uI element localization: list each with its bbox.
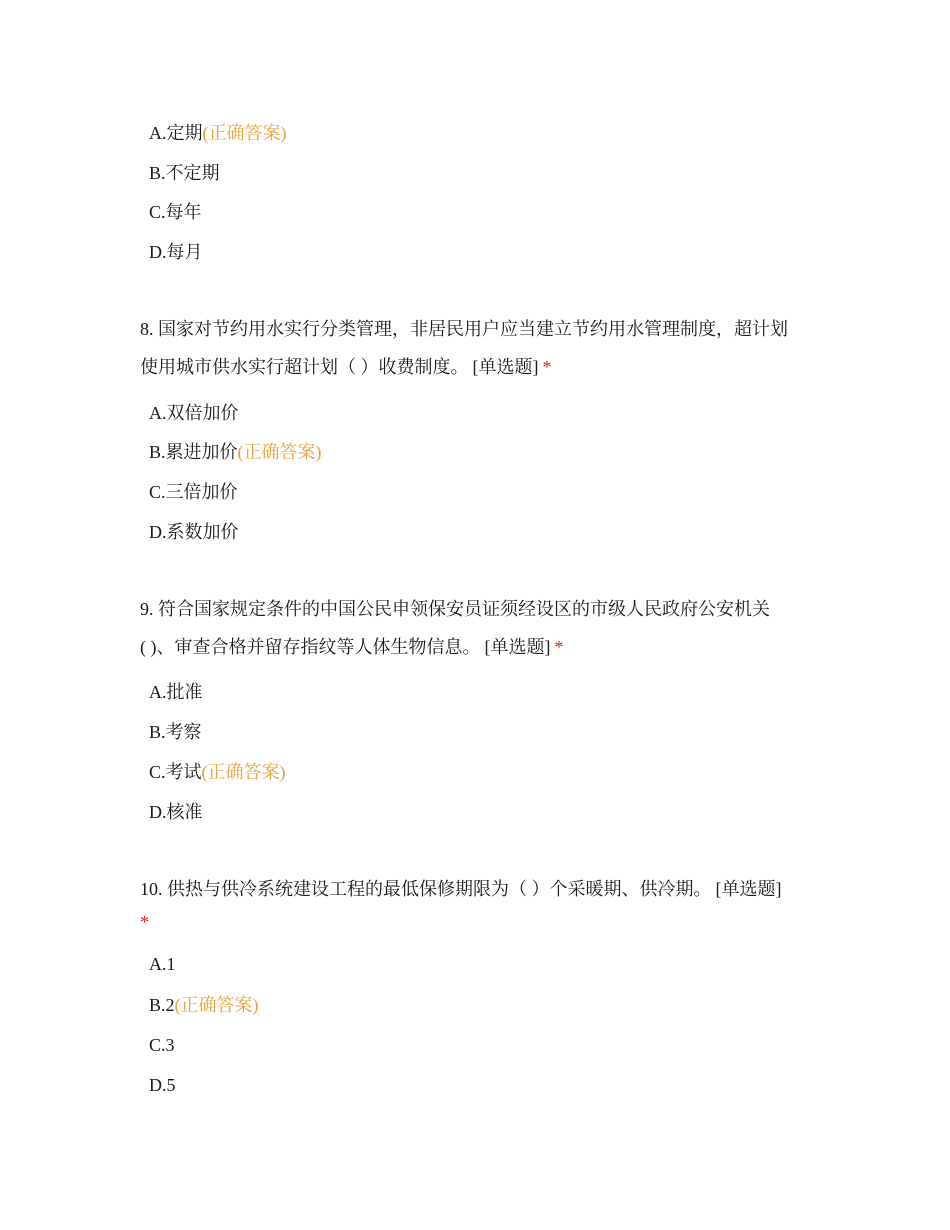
q7-option-b[interactable] — [149, 161, 220, 185]
q9-correct-answer-marker: (正确答案) — [201, 762, 286, 782]
q8-option-b-label: B.累进加价 — [149, 442, 238, 462]
q8-option-a-label: A.双倍加价 — [149, 403, 239, 423]
q9-question-type-tag: [单选题] — [484, 637, 551, 657]
q8-title-line-2 — [140, 355, 552, 379]
q9-option-c-label: C.考试 — [149, 762, 202, 782]
q8-option-c-label: C.三倍加价 — [149, 482, 238, 502]
q9-title-text-2: ( )、审查合格并留存指纹等人体生物信息。 — [140, 637, 481, 657]
q7-correct-answer-marker: (正确答案) — [202, 123, 287, 143]
q7-option-d[interactable] — [149, 240, 203, 264]
q7-option-c[interactable] — [149, 200, 202, 224]
q8-option-a[interactable] — [149, 401, 239, 425]
q10-option-b-label: B.2 — [149, 995, 175, 1015]
q7-option-c-label: C.每年 — [149, 202, 202, 222]
q10-option-a[interactable] — [149, 952, 176, 976]
q7-option-b-label: B.不定期 — [149, 163, 220, 183]
q9-option-a-label: A.批准 — [149, 682, 203, 702]
q8-option-d[interactable] — [149, 520, 239, 544]
q10-required-mark: * — [140, 912, 149, 932]
q10-title-text-1: 10. 供热与供冷系统建设工程的最低保修期限为（ ）个采暖期、供冷期。 — [140, 879, 712, 899]
q10-option-a-label: A.1 — [149, 954, 176, 974]
q9-required-mark: * — [554, 637, 564, 657]
q9-option-d[interactable] — [149, 800, 203, 824]
q7-option-a-label: A.定期 — [149, 123, 203, 143]
q8-option-d-label: D.系数加价 — [149, 522, 239, 542]
q10-option-c[interactable] — [149, 1033, 175, 1057]
q8-title-text-1: 8. 国家对节约用水实行分类管理，非居民用户应当建立节约用水管理制度，超计划 — [140, 319, 788, 339]
q8-question-type-tag: [单选题] — [472, 357, 539, 377]
q9-option-b[interactable] — [149, 720, 202, 744]
q9-title-text-1: 9. 符合国家规定条件的中国公民申领保安员证须经设区的市级人民政府公安机关 — [140, 599, 770, 619]
q10-title-line-1 — [140, 877, 782, 901]
q8-correct-answer-marker: (正确答案) — [237, 442, 322, 462]
q9-option-d-label: D.核准 — [149, 802, 203, 822]
q10-option-d[interactable] — [149, 1073, 176, 1097]
q9-title-line-1 — [140, 597, 770, 621]
q10-correct-answer-marker: (正确答案) — [174, 995, 259, 1015]
q8-title-line-1 — [140, 317, 788, 341]
q10-option-c-label: C.3 — [149, 1035, 175, 1055]
q9-title-line-2 — [140, 635, 564, 659]
q7-option-d-label: D.每月 — [149, 242, 203, 262]
q7-option-a[interactable] — [149, 121, 287, 145]
q8-title-text-2: 使用城市供水实行超计划（ ）收费制度。 — [140, 357, 469, 377]
q8-required-mark: * — [542, 357, 552, 377]
q9-option-c[interactable] — [149, 760, 286, 784]
q9-option-a[interactable] — [149, 680, 203, 704]
q9-option-b-label: B.考察 — [149, 722, 202, 742]
q8-option-b[interactable] — [149, 440, 322, 464]
q10-option-d-label: D.5 — [149, 1075, 176, 1095]
q10-option-b[interactable] — [149, 993, 259, 1017]
q8-option-c[interactable] — [149, 480, 238, 504]
q10-question-type-tag: [单选题] — [715, 879, 782, 899]
